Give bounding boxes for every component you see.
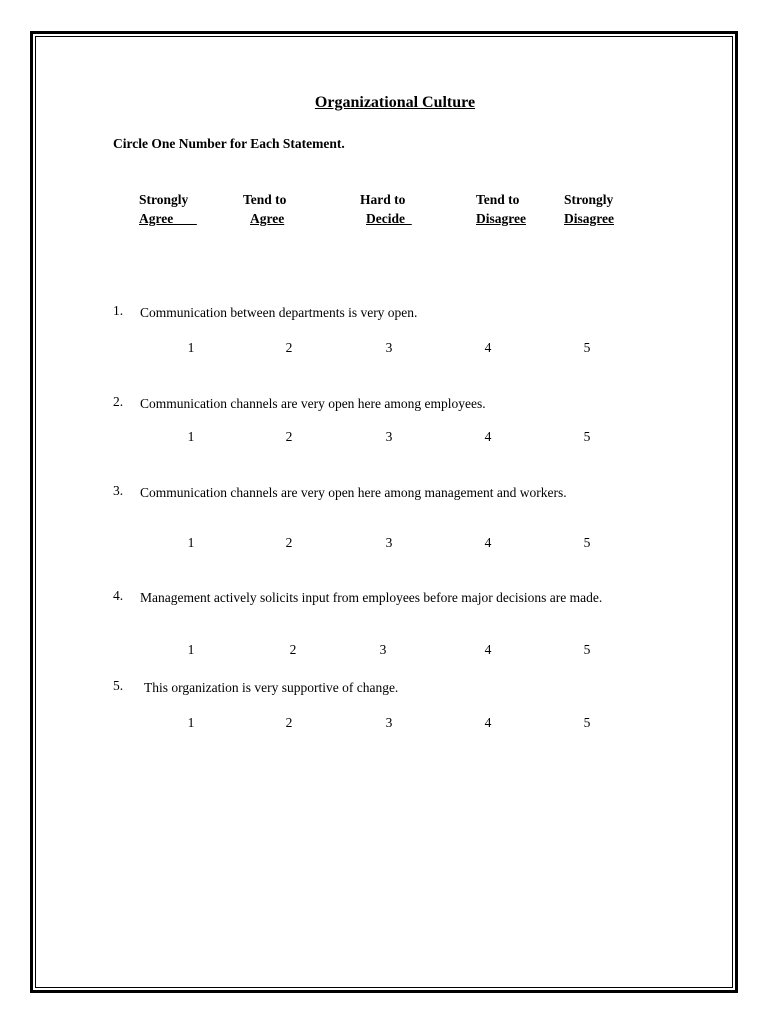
rating-option[interactable]: 5: [583, 642, 591, 657]
rating-option[interactable]: 2: [285, 340, 293, 355]
rating-option[interactable]: 3: [385, 715, 393, 730]
rating-option[interactable]: 2: [285, 715, 293, 730]
rating-option[interactable]: 1: [187, 535, 195, 550]
rating-option[interactable]: 3: [379, 642, 387, 657]
rating-option[interactable]: 5: [583, 715, 591, 730]
scale-strongly-disagree: [564, 190, 614, 228]
scale-label-line1: Tend to: [476, 192, 520, 207]
rating-option[interactable]: 5: [583, 429, 591, 444]
scale-label-line2: Agree: [250, 211, 285, 226]
page-title: Organizational Culture: [314, 94, 476, 111]
scale-tend-to-agree: [243, 190, 286, 228]
rating-option[interactable]: 1: [187, 340, 195, 355]
scale-label-line1: Tend to: [243, 192, 287, 207]
scale-label-line2: Agree: [139, 211, 197, 226]
rating-option[interactable]: 1: [187, 642, 195, 657]
question-text: This organization is very supportive of change.: [144, 680, 399, 695]
rating-option[interactable]: 4: [484, 535, 492, 550]
question-number: 4.: [113, 588, 124, 603]
question-number: 5.: [113, 678, 124, 693]
rating-option[interactable]: 4: [484, 642, 492, 657]
rating-option[interactable]: 4: [484, 715, 492, 730]
question-number: 3.: [113, 483, 124, 498]
question-text: Communication between departments is very open.: [140, 305, 418, 320]
scale-hard-to-decide: [360, 190, 412, 228]
scale-label-line2: Disagree: [476, 211, 526, 226]
rating-option[interactable]: 2: [285, 535, 293, 550]
rating-option[interactable]: 4: [484, 340, 492, 355]
scale-tend-to-disagree: [476, 190, 526, 228]
rating-option[interactable]: 5: [583, 535, 591, 550]
rating-option[interactable]: 4: [484, 429, 492, 444]
rating-option[interactable]: 2: [289, 642, 297, 657]
scale-label-line2: Decide: [366, 211, 412, 226]
rating-option[interactable]: 5: [583, 340, 591, 355]
rating-option[interactable]: 3: [385, 535, 393, 550]
question-number: 1.: [113, 303, 124, 318]
instruction-text: Circle One Number for Each Statement.: [113, 136, 345, 151]
scale-label-line1: Strongly: [564, 192, 614, 207]
question-number: 2.: [113, 394, 124, 409]
question-text: Communication channels are very open here among management and workers.: [140, 485, 567, 500]
page-border-inner: [35, 36, 733, 988]
rating-option[interactable]: 1: [187, 429, 195, 444]
rating-option[interactable]: 3: [385, 340, 393, 355]
scale-strongly-agree: [139, 190, 197, 228]
rating-option[interactable]: 1: [187, 715, 195, 730]
scale-label-line1: Strongly: [139, 192, 189, 207]
scale-label-line1: Hard to: [360, 192, 406, 207]
scale-label-line2: Disagree: [564, 211, 614, 226]
rating-option[interactable]: 3: [385, 429, 393, 444]
question-text: Communication channels are very open here among employees.: [140, 396, 486, 411]
rating-option[interactable]: 2: [285, 429, 293, 444]
question-text: Management actively solicits input from employees before major decisions are made.: [140, 590, 603, 605]
